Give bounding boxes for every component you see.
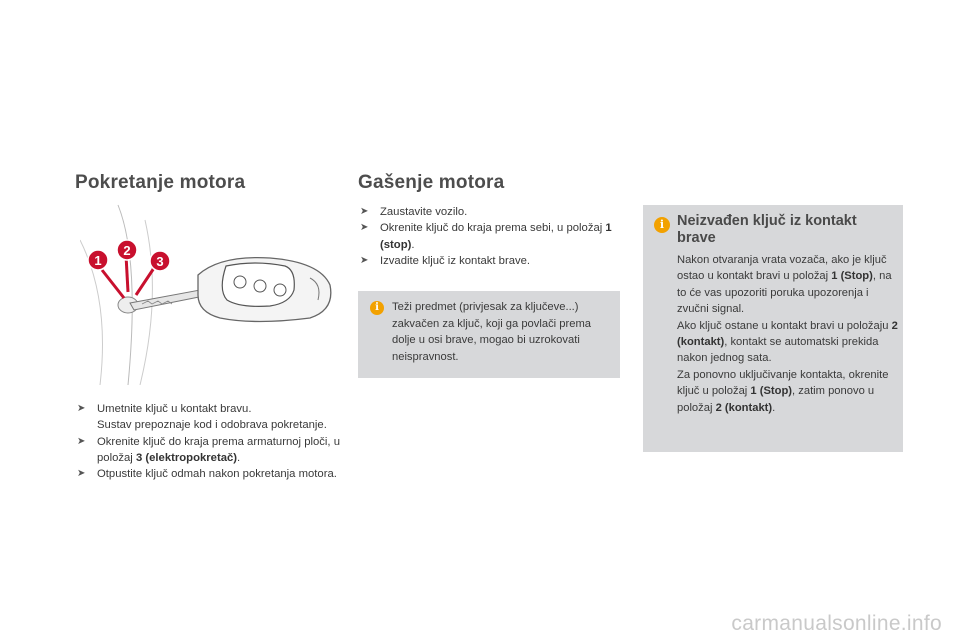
- arrow-right-icon: ➤: [77, 435, 86, 447]
- info-icon: i: [370, 301, 384, 315]
- sidebar-title: Neizvađen ključ iz kontakt brave: [677, 213, 857, 246]
- arrow-right-icon: ➤: [360, 222, 369, 234]
- start-steps-list: [75, 401, 340, 482]
- watermark: carmanualsonline.info: [731, 612, 942, 635]
- list-item: ➤ Izvadite ključ iz kontakt brave.: [358, 253, 618, 269]
- arrow-right-icon: ➤: [77, 403, 86, 414]
- section-title-stopping: Gašenje motora: [358, 172, 505, 193]
- warning-note-box: [358, 291, 620, 378]
- list-item: ➤ Okrenite ključ do kraja prema armaturnoj ploči, u položaj 3 (elektropokretač).: [77, 435, 340, 464]
- remote-key-fob: [198, 258, 331, 322]
- svg-text:1: 1: [94, 253, 102, 268]
- arrow-right-icon: ➤: [77, 468, 86, 480]
- section-title-starting: Pokretanje motora: [75, 172, 246, 193]
- ignition-key-illustration: [80, 200, 345, 385]
- arrow-right-icon: ➤: [360, 254, 369, 266]
- warning-note-text: Teži predmet (privjesak za ključeve...) zakvačen za ključ, koji ga povlači prema dolje u osi brave, mogao bi uzrokovati neispravnost.: [392, 301, 591, 363]
- position-badge-2: [117, 240, 137, 260]
- arrow-right-icon: ➤: [360, 206, 369, 217]
- list-item: ➤ Okrenite ključ do kraja prema sebi, u položaj 1 (stop).: [360, 222, 612, 251]
- position-badge-3: [150, 251, 170, 271]
- svg-text:2: 2: [123, 243, 131, 258]
- list-item: ➤ Zaustavite vozilo.: [358, 204, 618, 220]
- position-badge-1: [88, 250, 108, 270]
- svg-text:3: 3: [156, 254, 164, 269]
- stop-steps-list: [358, 204, 618, 269]
- info-icon: i: [654, 217, 670, 233]
- key-left-in-ignition-box: [643, 205, 903, 452]
- list-item: ➤ Otpustite ključ odmah nakon pokretanja motora.: [75, 466, 340, 482]
- sidebar-text: Nakon otvaranja vrata vozača, ako je ključ ostao u kontakt bravi u položaj 1 (Stop), na to će vas upozoriti poruka upozorenja i zvučni signal. Ako ključ ostane u kontakt bravi u položaju 2 (kontakt), kontakt se automatski prekida nakon jednog sata. Za ponovno uključivanje kontakta, okrenite ključ u položaj 1 (Stop), zatim ponovo u položaj 2 (kontakt).: [677, 254, 898, 414]
- list-item: ➤ Umetnite ključ u kontakt bravu. Sustav prepoznaje kod i odobrava pokretanje.: [77, 403, 327, 432]
